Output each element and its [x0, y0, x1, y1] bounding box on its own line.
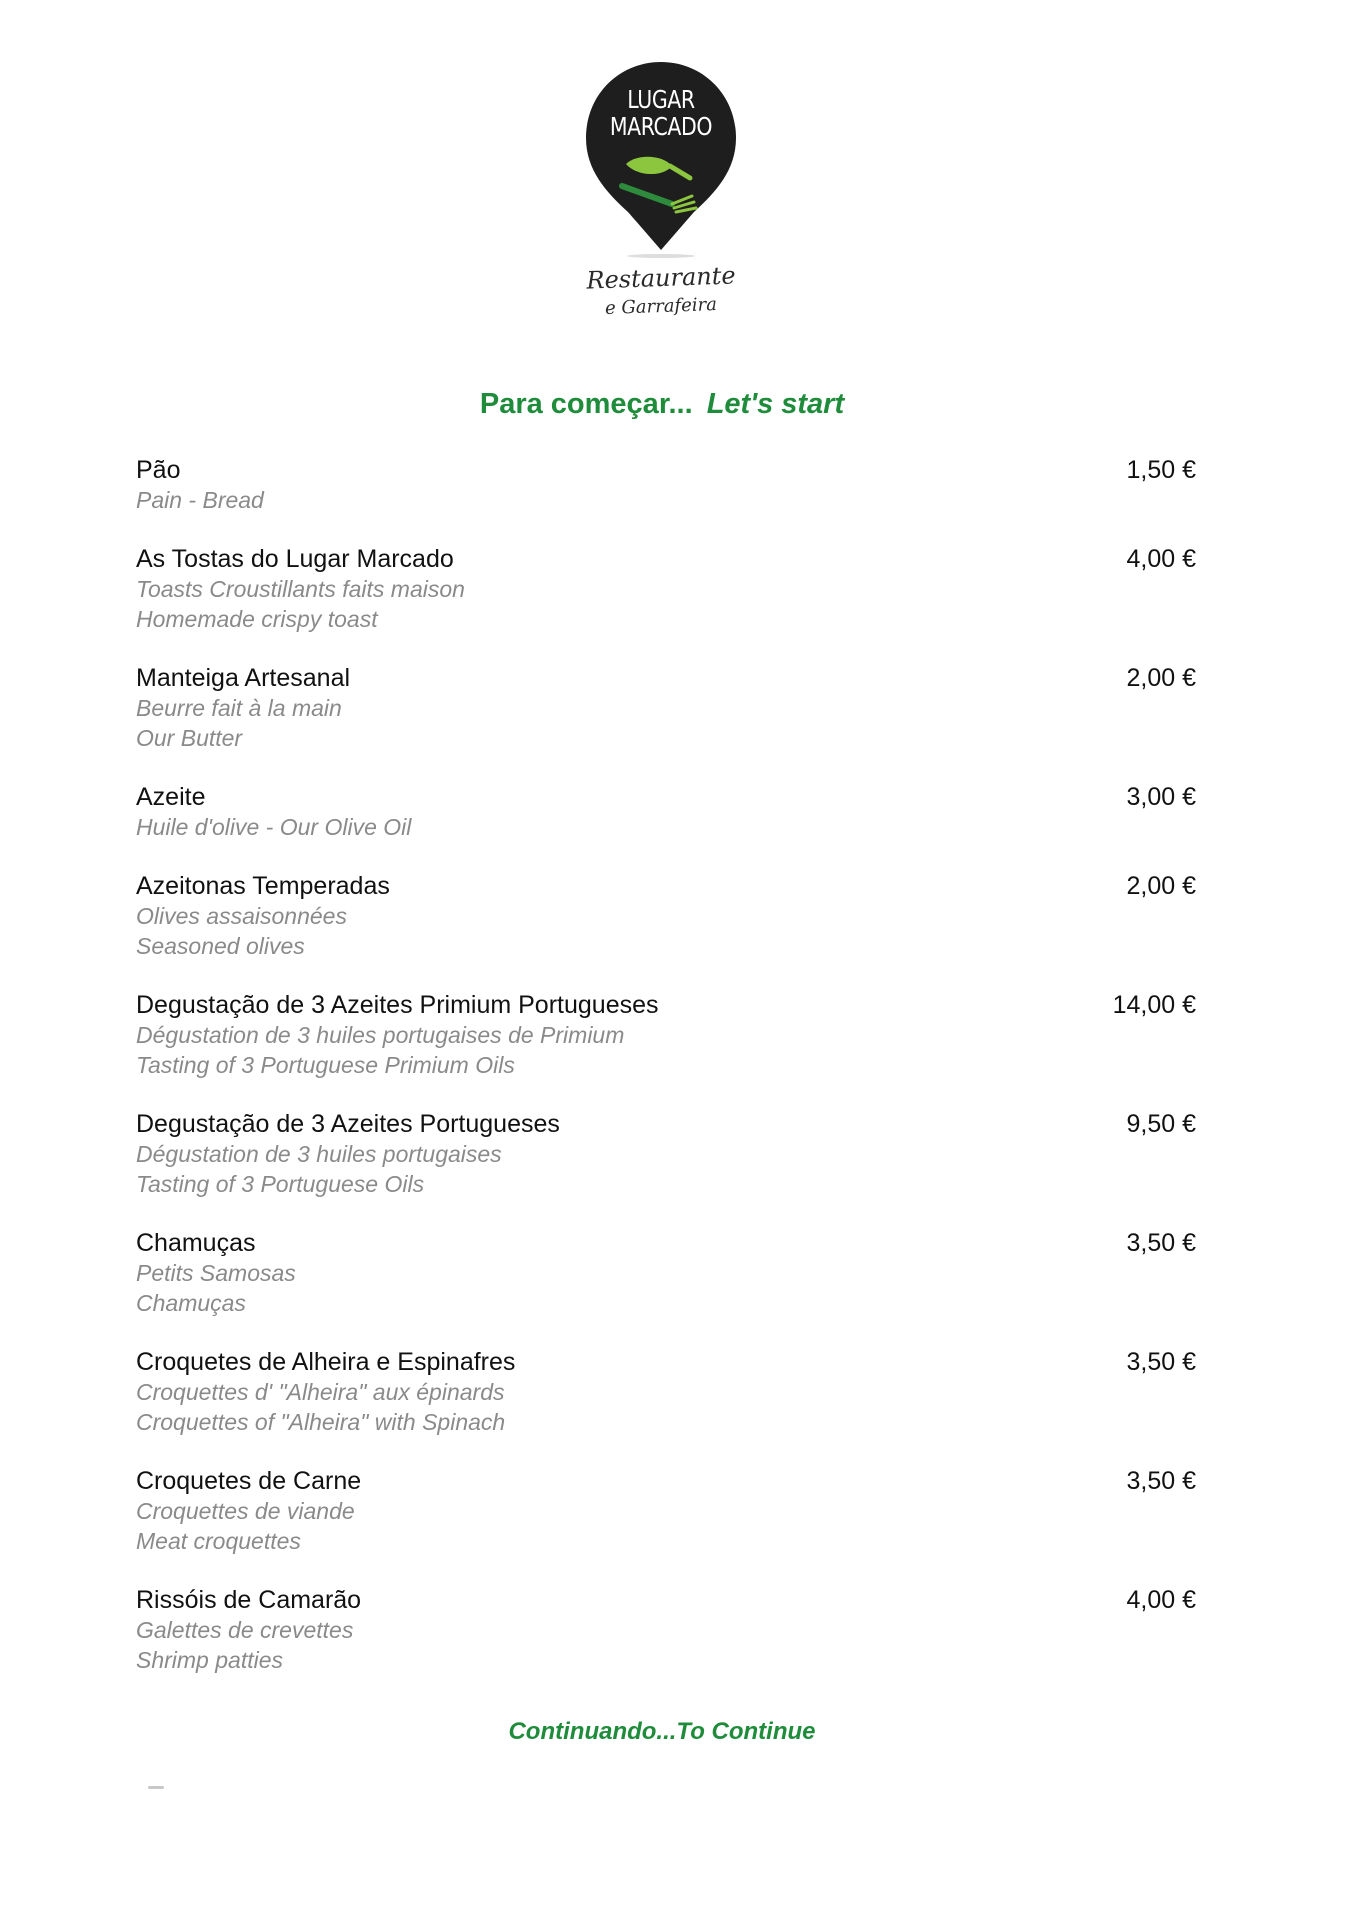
menu-item-price: 9,50 €: [1126, 1110, 1196, 1138]
menu-item-translation: Petits Samosas: [136, 1260, 296, 1286]
menu-item: [136, 663, 1196, 753]
menu-item-translation: Tasting of 3 Portuguese Primium Oils: [136, 1052, 515, 1078]
menu-item-translation: Croquettes de viande: [136, 1498, 355, 1524]
menu-item-name: Croquetes de Alheira e Espinafres: [136, 1348, 516, 1376]
menu-item-name: Chamuças: [136, 1229, 256, 1257]
menu-item: [136, 1347, 1196, 1437]
menu-item-translation: Seasoned olives: [136, 933, 305, 959]
menu-item-name: Rissóis de Camarão: [136, 1586, 362, 1614]
menu-item-translation: Dégustation de 3 huiles portugaises: [136, 1141, 502, 1167]
menu-item-name: Degustação de 3 Azeites Primium Portugueses: [136, 991, 659, 1019]
page-mark: [148, 1786, 164, 1789]
menu-item: [136, 1585, 1196, 1675]
logo-wordmark: [595, 86, 728, 140]
menu-item: [136, 871, 1196, 961]
menu-item-translation: Tasting of 3 Portuguese Oils: [136, 1171, 425, 1197]
menu-item-translation: Shrimp patties: [136, 1647, 284, 1673]
restaurant-logo: [580, 58, 760, 338]
heading-pt: Para começar...: [479, 388, 693, 420]
logo-line-2: MARCADO: [609, 112, 713, 141]
menu-item-translation: Huile d'olive - Our Olive Oil: [136, 814, 412, 840]
menu-item-translation: Galettes de crevettes: [136, 1617, 354, 1643]
menu-item-translation: Croquettes of "Alheira" with Spinach: [136, 1409, 506, 1435]
menu-item-price: 2,00 €: [1126, 664, 1196, 692]
menu-item-price: 3,50 €: [1126, 1229, 1196, 1257]
menu-item-translation: Our Butter: [136, 725, 243, 751]
menu-item: [136, 782, 1196, 842]
menu-item-price: 4,00 €: [1126, 1586, 1196, 1614]
menu-item: [136, 1228, 1196, 1318]
menu-item: [136, 1109, 1196, 1199]
logo-script-restaurante: Restaurante: [586, 261, 736, 295]
menu-item-translation: Meat croquettes: [136, 1528, 301, 1554]
menu-item-price: 14,00 €: [1112, 991, 1196, 1019]
menu-item-name: Azeitonas Temperadas: [136, 872, 390, 900]
logo-line-1: LUGAR: [627, 85, 695, 114]
menu-item-name: Manteiga Artesanal: [136, 664, 351, 692]
menu-item-translation: Chamuças: [136, 1290, 246, 1316]
menu-item-price: 3,50 €: [1126, 1467, 1196, 1495]
menu-list: [136, 455, 1196, 1675]
menu-item-translation: Toasts Croustillants faits maison: [136, 576, 465, 602]
menu-item-price: 3,50 €: [1126, 1348, 1196, 1376]
menu-item-name: Pão: [136, 456, 181, 484]
menu-item-price: 4,00 €: [1126, 545, 1196, 573]
heading-en: Let's start: [706, 388, 845, 420]
menu-item-price: 2,00 €: [1126, 872, 1196, 900]
menu-item-name: Degustação de 3 Azeites Portugueses: [136, 1110, 560, 1138]
menu-item: [136, 455, 1196, 515]
menu-item: [136, 544, 1196, 634]
menu-item-price: 1,50 €: [1126, 456, 1196, 484]
menu-item-name: Azeite: [136, 783, 206, 811]
menu-item: [136, 990, 1196, 1080]
menu-item-translation: Pain - Bread: [136, 487, 264, 513]
menu-item: [136, 1466, 1196, 1556]
menu-item-translation: Homemade crispy toast: [136, 606, 378, 632]
menu-item-name: Croquetes de Carne: [136, 1467, 362, 1495]
menu-item-translation: Beurre fait à la main: [136, 695, 342, 721]
menu-item-translation: Dégustation de 3 huiles portugaises de Primium: [136, 1022, 625, 1048]
menu-item-name: As Tostas do Lugar Marcado: [136, 545, 454, 573]
section-heading: [0, 388, 1324, 421]
menu-item-translation: Olives assaisonnées: [136, 903, 347, 929]
logo-script-garrafeira: e Garrafeira: [604, 294, 718, 319]
continue-note: Continuando...To Continue: [508, 1718, 816, 1745]
menu-item-price: 3,00 €: [1126, 783, 1196, 811]
menu-item-translation: Croquettes d' "Alheira" aux épinards: [136, 1379, 505, 1405]
